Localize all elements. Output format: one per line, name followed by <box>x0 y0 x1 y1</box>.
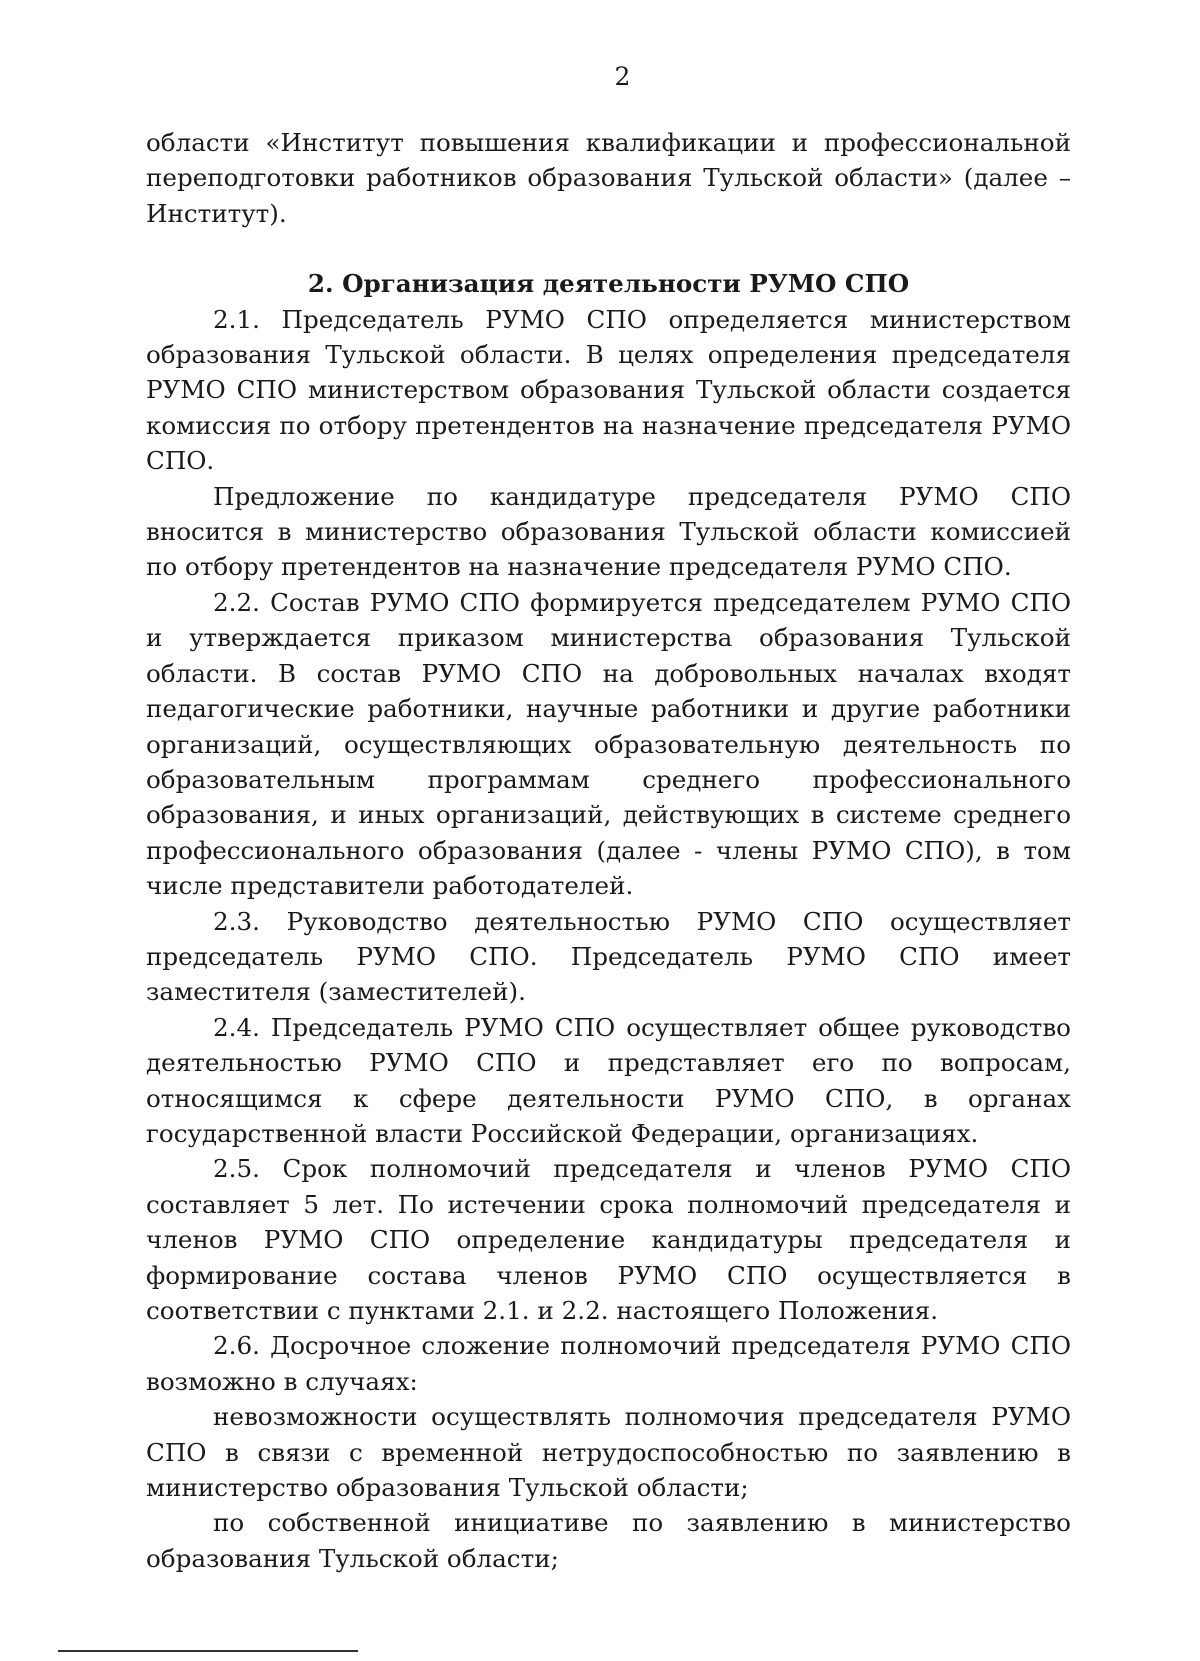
case-paragraph: по собственной инициативе по заявлению в министерство образования Тульской области; <box>146 1508 1071 1573</box>
intro-continuation-paragraph: области «Институт повышения квалификации и профессиональной переподготовки работников образования Тульской области» (далее – Институт). <box>146 128 1071 228</box>
footer-rule <box>58 1650 358 1652</box>
clause-paragraph: 2.5. Срок полномочий председателя и членов РУМО СПО составляет 5 лет. По истечении срока полномочий председателя и членов РУМО СПО определение кандидатуры председателя и формирование состава членов РУМО СПО осуществляется в соответствии с пунктами 2.1. и 2.2. настоящего Положения. <box>146 1154 1071 1325</box>
clause-paragraph: 2.4. Председатель РУМО СПО осуществляет общее руководство деятельностью РУМО СПО и представляет его по вопросам, относящимся к сфере деятельности РУМО СПО, в органах государственной власти Российской Федерации, организациях. <box>146 1012 1071 1148</box>
clause-paragraph: 2.1. Председатель РУМО СПО определяется министерством образования Тульской области. В целях определения председателя РУМО СПО министерством образования Тульской области создается комиссия по отбору претендентов на назначение председателя РУМО СПО. <box>146 304 1071 476</box>
clause-paragraph: 2.3. Руководство деятельностью РУМО СПО осуществляет председатель РУМО СПО. Председатель РУМО СПО имеет заместителя (заместителей). <box>146 906 1071 1007</box>
page-number: 2 <box>614 62 631 91</box>
section-heading: 2. Организация деятельности РУМО СПО <box>307 269 910 299</box>
clause-paragraph: 2.2. Состав РУМО СПО формируется председателем РУМО СПО и утверждается приказом министерства образования Тульской области. В состав РУМО СПО на добровольных началах входят педагогические работники, научные работники и другие работники организаций, осуществляющих образовательную деятельность по образовательным программам среднего профессионального образования, и иных организаций, действующих в системе среднего профессионального образования (далее - члены РУМО СПО), в том числе представители работодателей. <box>146 587 1071 901</box>
document-body <box>146 125 1071 1576</box>
clause-paragraph: 2.6. Досрочное сложение полномочий председателя РУМО СПО возможно в случаях: <box>146 1331 1071 1396</box>
clause-paragraph: Предложение по кандидатуре председателя РУМО СПО вносится в министерство образования Тульской области комиссией по отбору претендентов на назначение председателя РУМО СПО. <box>146 481 1071 582</box>
case-paragraph: невозможности осуществлять полномочия председателя РУМО СПО в связи с временной нетрудоспособностью по заявлению в министерство образования Тульской области; <box>146 1402 1071 1503</box>
